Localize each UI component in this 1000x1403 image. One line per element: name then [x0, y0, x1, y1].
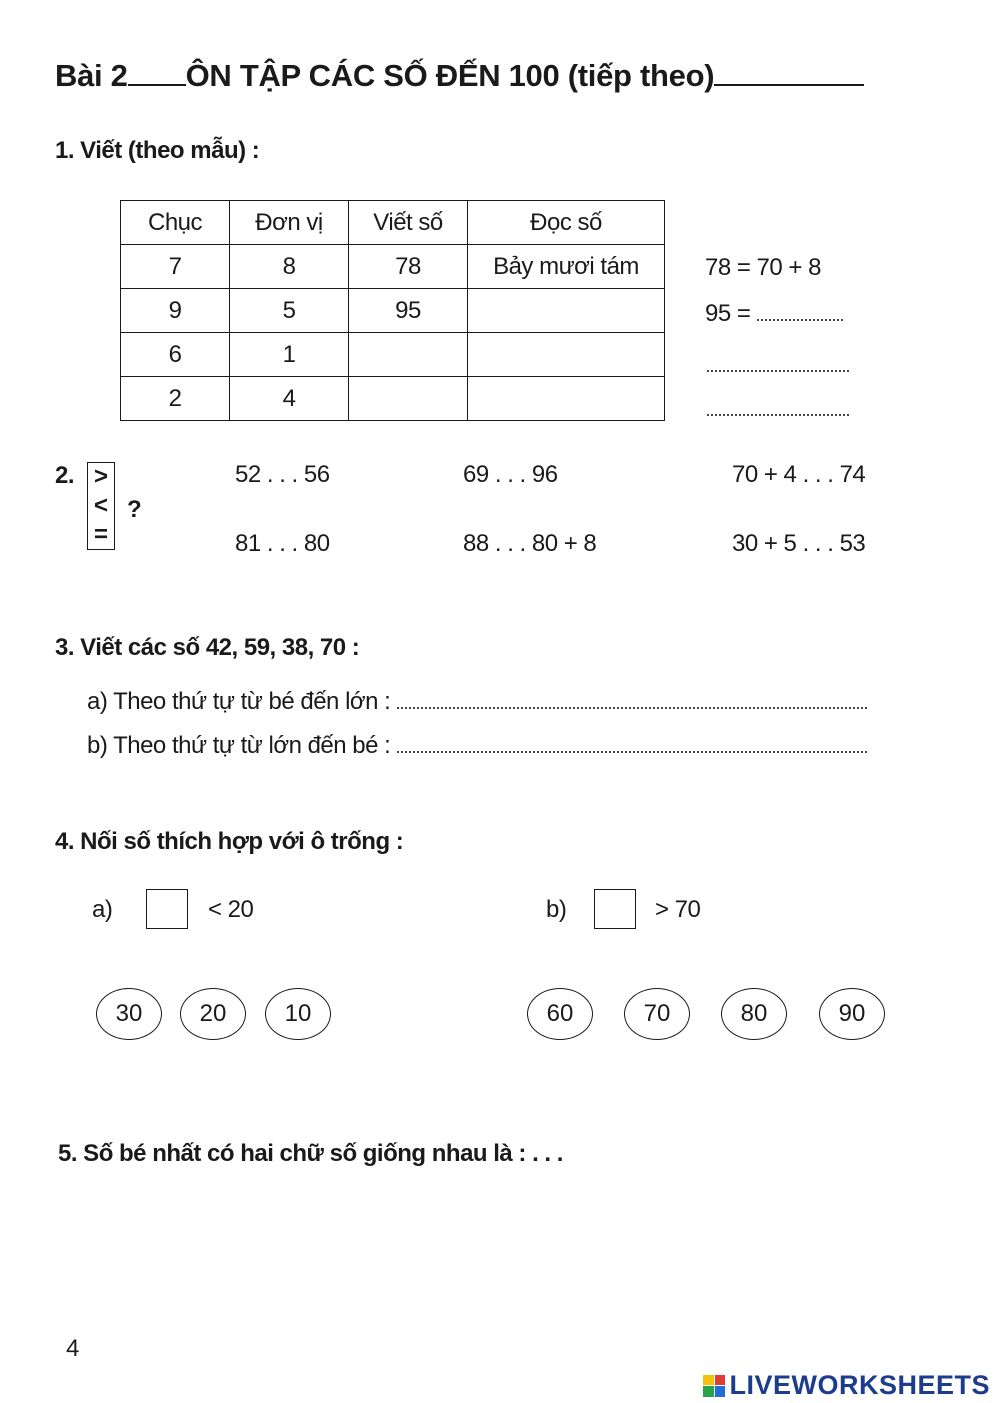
cell: 7 — [121, 245, 230, 289]
less-than-symbol: < — [93, 491, 108, 519]
title-rule-right — [714, 82, 864, 86]
side-line-4 — [707, 396, 849, 421]
option-circle[interactable]: 30 — [96, 988, 162, 1040]
compare-item[interactable]: 69 . . . 96 — [463, 461, 558, 488]
comparison-symbols-box — [87, 462, 115, 550]
answer-cell[interactable] — [468, 377, 665, 421]
table-row — [121, 377, 665, 421]
brand-name: LIVEWORKSHEETS — [729, 1370, 990, 1400]
lesson-name: ÔN TẬP CÁC SỐ ĐẾN 100 (tiếp theo) — [185, 58, 715, 93]
compare-item[interactable]: 30 + 5 . . . 53 — [732, 530, 866, 557]
compare-item[interactable]: 70 + 4 . . . 74 — [732, 461, 866, 488]
q3-part-b-label: b) Theo thứ tự từ lớn đến bé : — [87, 732, 391, 759]
page-number: 4 — [66, 1335, 79, 1362]
option-circle[interactable]: 60 — [527, 988, 593, 1040]
answer-cell[interactable] — [468, 333, 665, 377]
table-row — [121, 289, 665, 333]
answer-cell[interactable] — [349, 377, 468, 421]
table-row — [121, 245, 665, 289]
q3-part-b — [87, 732, 867, 760]
page-title — [55, 58, 864, 94]
answer-cell[interactable] — [468, 289, 665, 333]
side-example: 78 = 70 + 8 — [705, 254, 821, 281]
option-circle[interactable]: 90 — [819, 988, 885, 1040]
header-viet-so: Viết số — [349, 201, 468, 245]
option-circle[interactable]: 10 — [265, 988, 331, 1040]
cell: 78 — [349, 245, 468, 289]
table-row — [121, 333, 665, 377]
answer-blank[interactable] — [757, 301, 843, 321]
q4-a-expression: < 20 — [208, 896, 254, 923]
option-circle[interactable]: 80 — [721, 988, 787, 1040]
q3-part-a — [87, 688, 867, 716]
q4-a-label: a) — [92, 896, 113, 923]
answer-blank[interactable] — [397, 733, 867, 753]
compare-item[interactable]: 81 . . . 80 — [235, 530, 330, 557]
side-line-3 — [707, 352, 849, 377]
cell: 5 — [230, 289, 349, 333]
cell: 2 — [121, 377, 230, 421]
side-label-95: 95 = — [705, 300, 751, 327]
answer-blank[interactable] — [707, 396, 849, 416]
q3-part-a-label: a) Theo thứ tự từ bé đến lớn : — [87, 688, 391, 715]
q4-b-label: b) — [546, 896, 567, 923]
header-chuc: Chục — [121, 201, 230, 245]
equals-symbol: = — [93, 520, 108, 548]
compare-item[interactable]: 88 . . . 80 + 8 — [463, 530, 597, 557]
cell: 6 — [121, 333, 230, 377]
liveworksheets-icon — [703, 1375, 725, 1397]
compare-item[interactable]: 52 . . . 56 — [235, 461, 330, 488]
title-rule-left — [128, 82, 186, 86]
cell: 4 — [230, 377, 349, 421]
cell: Bảy mươi tám — [468, 245, 665, 289]
cell: 1 — [230, 333, 349, 377]
answer-cell[interactable] — [349, 333, 468, 377]
q1-table — [120, 200, 665, 421]
answer-blank[interactable] — [397, 689, 867, 709]
cell: 95 — [349, 289, 468, 333]
header-don-vi: Đơn vị — [230, 201, 349, 245]
brand-logo — [703, 1370, 990, 1401]
table-header-row — [121, 201, 665, 245]
q1-heading: 1. Viết (theo mẫu) : — [55, 137, 260, 164]
answer-box-b[interactable] — [594, 889, 636, 929]
question-mark: ? — [127, 496, 142, 523]
q3-heading: 3. Viết các số 42, 59, 38, 70 : — [55, 634, 360, 661]
answer-box-a[interactable] — [146, 889, 188, 929]
q2-number: 2. — [55, 462, 75, 489]
side-line-95 — [705, 300, 843, 328]
answer-blank[interactable] — [707, 352, 849, 372]
lesson-number: Bài 2 — [55, 58, 128, 93]
cell: 8 — [230, 245, 349, 289]
option-circle[interactable]: 20 — [180, 988, 246, 1040]
header-doc-so: Đọc số — [468, 201, 665, 245]
q4-heading: 4. Nối số thích hợp với ô trống : — [55, 828, 404, 855]
q4-b-expression: > 70 — [655, 896, 701, 923]
cell: 9 — [121, 289, 230, 333]
greater-than-symbol: > — [93, 463, 108, 491]
option-circle[interactable]: 70 — [624, 988, 690, 1040]
q5-heading: 5. Số bé nhất có hai chữ số giống nhau là : . . . — [58, 1140, 563, 1167]
